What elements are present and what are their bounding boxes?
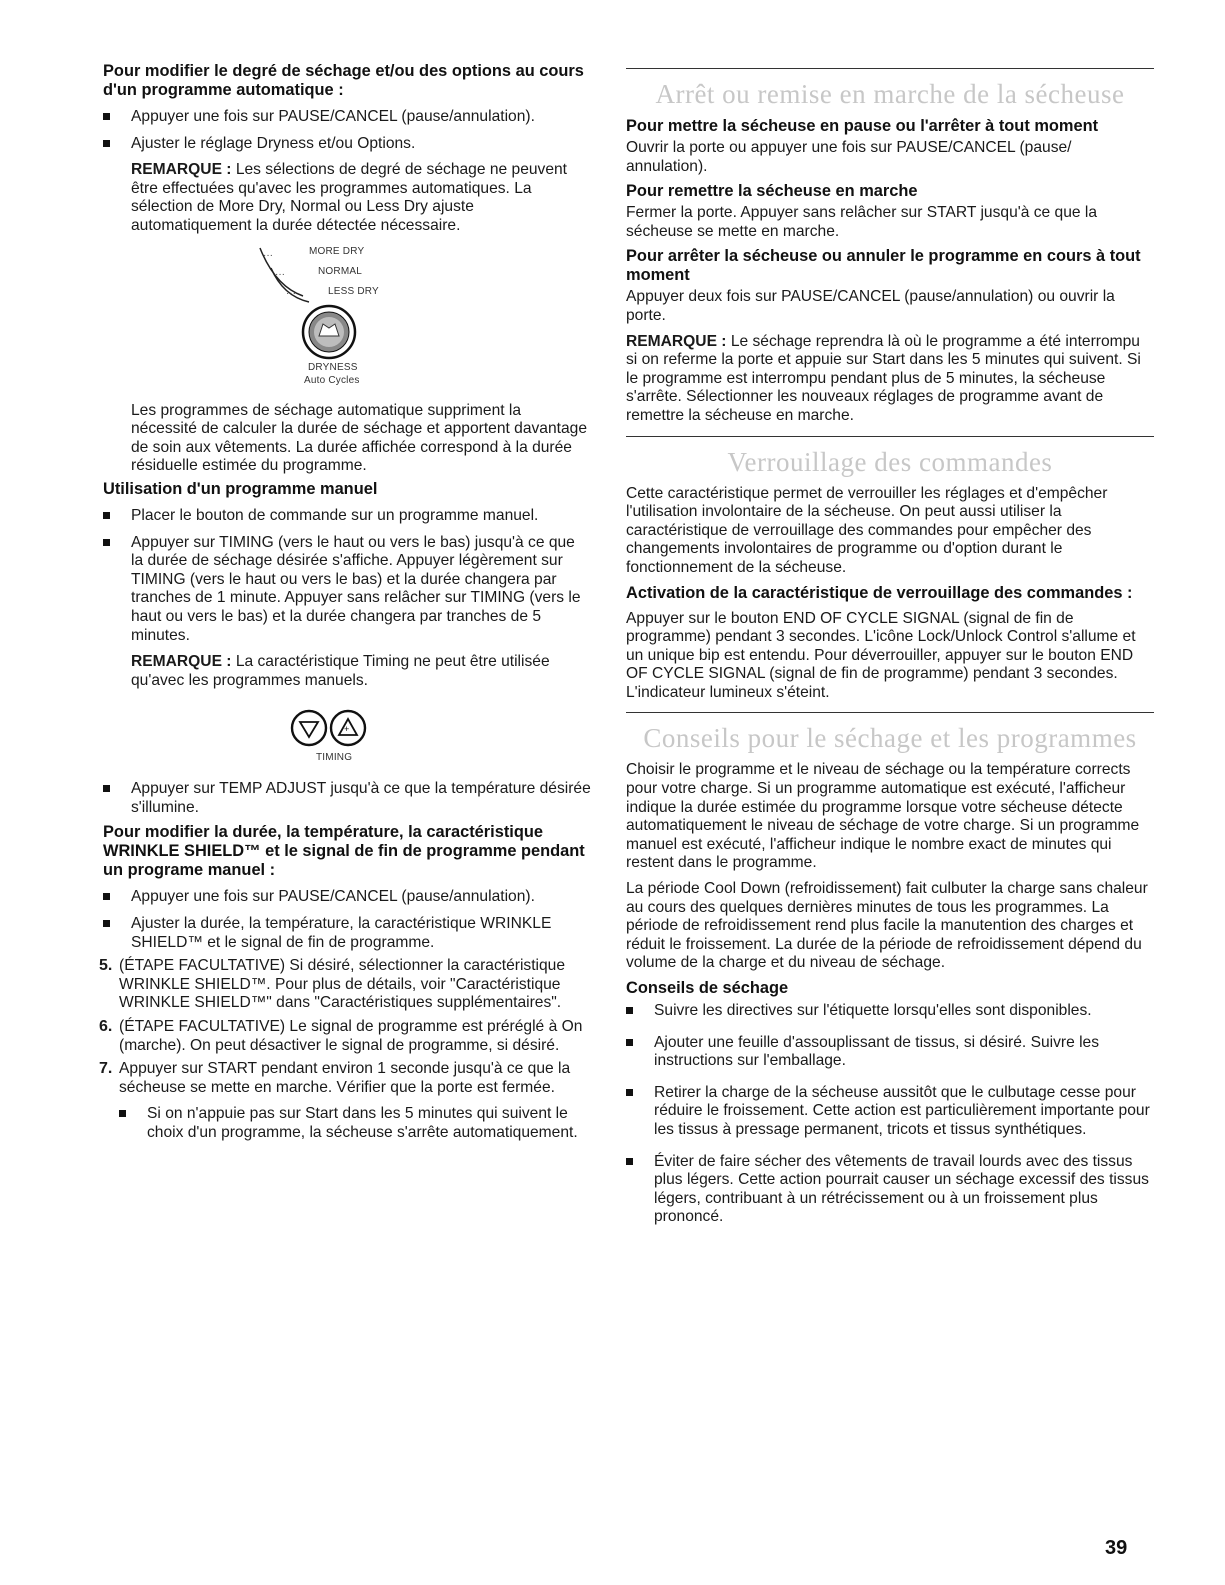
step-7 [99, 1060, 591, 1097]
list-item [626, 1034, 1154, 1071]
heading-modify-manual: Pour modifier la durée, la température, la caractéristique WRINKLE SHIELD™ et le signal de fin de programme pendant un programe manuel : [103, 823, 585, 880]
bullet-icon [103, 893, 110, 900]
bullet-text: Ajouter une feuille d'assouplissant de tissus, si désiré. Suivre les instructions sur l'emballage. [654, 1033, 1100, 1070]
step-text: (ÉTAPE FACULTATIVE) Le signal de programme est préréglé à On (marche). On peut désactiver le signal de programme, si désiré. [119, 1018, 583, 1054]
list-item [103, 135, 591, 154]
bullet-text: Appuyer sur TIMING (vers le haut ou vers le bas) jusqu'à ce que la durée de séchage désirée s'affiche. Appuyer légèrement sur TIMING (vers le haut ou vers le bas) et la durée changera par tranches de 1 minute. Appuyer sans relâcher sur TIMING (vers le haut ou vers le bas) et la durée changera par tranches de 5 minutes. [131, 533, 581, 644]
para-cool-down: La période Cool Down (refroidissement) fait culbuter la charge sans chaleur au cours des quelques dernières minutes de tous les programmes. La période de refroidissement rend plus facile la manutention des charges et réduit le froissement. La durée de la période de refroidissement dépend du volume de la charge et du niveau de séchage. [626, 880, 1148, 972]
bullet-icon [103, 113, 110, 120]
less-dry-label: LESS DRY [328, 285, 379, 297]
section-title-stop-restart: Arrêt ou remise en marche de la sécheuse [626, 68, 1154, 109]
bullet-text: Appuyer sur TEMP ADJUST jusqu'à ce que la température désirée s'illumine. [131, 780, 591, 816]
more-dry-label: MORE DRY [309, 245, 365, 257]
bullet-icon [626, 1039, 633, 1046]
svg-text:···: ··· [263, 249, 273, 261]
normal-label: NORMAL [318, 265, 362, 277]
para-restart: Fermer la porte. Appuyer sans relâcher sur START jusqu'à ce que la sécheuse se mette en marche. [626, 204, 1098, 240]
bullet-text: Placer le bouton de commande sur un programme manuel. [131, 506, 539, 524]
step-6 [99, 1018, 591, 1055]
svg-text:+: + [344, 724, 350, 735]
note-timing [103, 653, 591, 690]
bullet-text: Appuyer une fois sur PAUSE/CANCEL (pause/annulation). [131, 888, 535, 906]
timing-label: TIMING [316, 752, 353, 764]
heading-manual-cycle: Utilisation d'un programme manuel [103, 479, 378, 498]
heading-restart: Pour remettre la sécheuse en marche [626, 182, 918, 201]
bullet-icon [626, 1007, 633, 1014]
bullet-icon [626, 1089, 633, 1096]
page-number: 39 [1105, 1537, 1128, 1559]
step-number: 6. [99, 1018, 113, 1036]
note-text: Le séchage reprendra là où le programme a été interrompu si on referme la porte et appuie sur Start dans les 5 minutes qui suivent. Si le programme est interrompu pendant plus de 5 minutes, la sécheuse s'arrête. Sélectionner les nouveaux réglages de programme avant de remettre la sécheuse en marche. [626, 332, 1141, 424]
timing-buttons-figure [103, 698, 591, 768]
bullet-text: Si on n'appuie pas sur Start dans les 5 minutes qui suivent le choix d'un programme, la sécheuse s'arrête automatiquement. [147, 1105, 578, 1141]
bullet-icon [103, 539, 110, 546]
step-5 [99, 957, 591, 1013]
right-column [626, 68, 1154, 1227]
step-number: 7. [99, 1060, 113, 1078]
dryness-label: DRYNESS [308, 361, 358, 373]
bullet-icon [119, 1110, 126, 1117]
list-item [626, 1084, 1154, 1140]
list-item [103, 888, 591, 907]
step-text: Appuyer sur START pendant environ 1 seconde jusqu'à ce que la sécheuse se mette en marche. Vérifier que la porte est fermée. [119, 1060, 571, 1096]
bullet-text: Ajuster le réglage Dryness et/ou Options. [131, 134, 416, 152]
heading-drying-tips: Conseils de séchage [626, 979, 789, 997]
list-item [103, 108, 591, 127]
heading-stop-cancel: Pour arrêter la sécheuse ou annuler le programme en cours à tout moment [626, 247, 1141, 285]
left-column [99, 62, 591, 1143]
note-label: REMARQUE : [131, 653, 232, 671]
svg-text:···: ··· [275, 268, 285, 280]
note-label: REMARQUE : [131, 161, 232, 179]
list-item [103, 507, 591, 526]
bullet-icon [103, 920, 110, 927]
note-label: REMARQUE : [626, 332, 727, 350]
para-control-lock: Cette caractéristique permet de verrouiller les réglages et d'empêcher l'utilisation involontaire de la sécheuse. On peut aussi utiliser la caractéristique de verrouillage des commandes pour empêcher des changements involontaires de programme ou d'option durant le fonctionnement de la sécheuse. [626, 484, 1108, 576]
heading-pause: Pour mettre la sécheuse en pause ou l'arrêter à tout moment [626, 117, 1099, 135]
heading-activate-lock: Activation de la caractéristique de verrouillage des commandes : [626, 583, 1133, 602]
list-item [103, 915, 591, 952]
bullet-text: Retirer la charge de la sécheuse aussitôt que le culbutage cesse pour réduire le froissement. Cette action est particulièrement importante pour les tissus à pressage permanent, tricots et tissus synthétiques. [654, 1083, 1150, 1138]
bullet-icon [103, 140, 110, 147]
bullet-text: Suivre les directives sur l'étiquette lorsqu'elles sont disponibles. [654, 1002, 1092, 1019]
step-number: 5. [99, 957, 113, 975]
bullet-text: Appuyer une fois sur PAUSE/CANCEL (pause/annulation). [131, 108, 535, 125]
list-item [103, 780, 591, 817]
para-auto-cycles: Les programmes de séchage automatique suppriment la nécessité de calculer la durée de séchage et apportent davantage de soin aux vêtements. La durée affichée correspond à la durée résiduelle estimée du programme. [131, 401, 588, 475]
section-title-control-lock: Verrouillage des commandes [626, 436, 1154, 477]
note-text: La caractéristique Timing ne peut être utilisée qu'avec les programmes manuels. [131, 653, 550, 689]
note-text: Les sélections de degré de séchage ne peuvent être effectuées qu'avec les programmes automatiques. La sélection de More Dry, Normal ou Less Dry ajuste automatiquement la durée détectée nécessaire. [131, 161, 568, 234]
para-activate-lock: Appuyer sur le bouton END OF CYCLE SIGNAL (signal de fin de programme) pendant 3 secondes. L'icône Lock/Unlock Control s'allume et un unique bip est entendu. Pour déverrouiller, appuyer sur le bouton END OF CYCLE SIGNAL (signal de fin de programme) pendant 3 secondes. L'indicateur lumineux s'éteint. [626, 609, 1136, 701]
svg-text:···: ··· [286, 287, 296, 299]
dryness-knob-figure [103, 246, 591, 396]
bullet-text: Ajuster la durée, la température, la caractéristique WRINKLE SHIELD™ et le signal de fin de programme. [131, 915, 552, 951]
bullet-icon [626, 1158, 633, 1165]
heading-modify-auto: Pour modifier le degré de séchage et/ou des options au cours d'un programme automatique : [103, 62, 584, 99]
list-item [119, 1105, 591, 1142]
para-pause: Ouvrir la porte ou appuyer une fois sur PAUSE/CANCEL (pause/ annulation). [626, 139, 1072, 175]
list-item [626, 1002, 1154, 1021]
list-item [626, 1153, 1154, 1227]
note-restart [626, 333, 1154, 426]
note-dryness [103, 161, 591, 235]
bullet-icon [103, 785, 110, 792]
bullet-text: Éviter de faire sécher des vêtements de travail lourds avec des tissus plus légers. Cette action pourrait causer un séchage excessif des tissus légers, contribuant à un rétrécissement ou à un froissement plus prononcé. [654, 1152, 1149, 1226]
bullet-icon [103, 512, 110, 519]
para-stop-cancel: Appuyer deux fois sur PAUSE/CANCEL (pause/annulation) ou ouvrir la porte. [626, 288, 1115, 324]
section-title-drying-tips: Conseils pour le séchage et les programmes [626, 712, 1154, 753]
para-choose-cycle: Choisir le programme et le niveau de séchage ou la température corrects pour votre charge. Si un programme automatique est exécuté, l'afficheur indique la durée estimée du programme lorsque votre sécheuse détecte automatiquement le niveau de séchage de votre charge. Si un programme manuel est exécuté, l'afficheur indique le nombre exact de minutes qui restent dans le programme. [626, 761, 1140, 872]
list-item [103, 534, 591, 646]
step-text: (ÉTAPE FACULTATIVE) Si désiré, sélectionner la caractéristique WRINKLE SHIELD™. Pour plus de détails, voir "Caractéristique WRINKLE SHIELD™" dans "Caractéristiques supplémentaires". [119, 957, 566, 1012]
auto-cycles-label: Auto Cycles [304, 374, 360, 386]
